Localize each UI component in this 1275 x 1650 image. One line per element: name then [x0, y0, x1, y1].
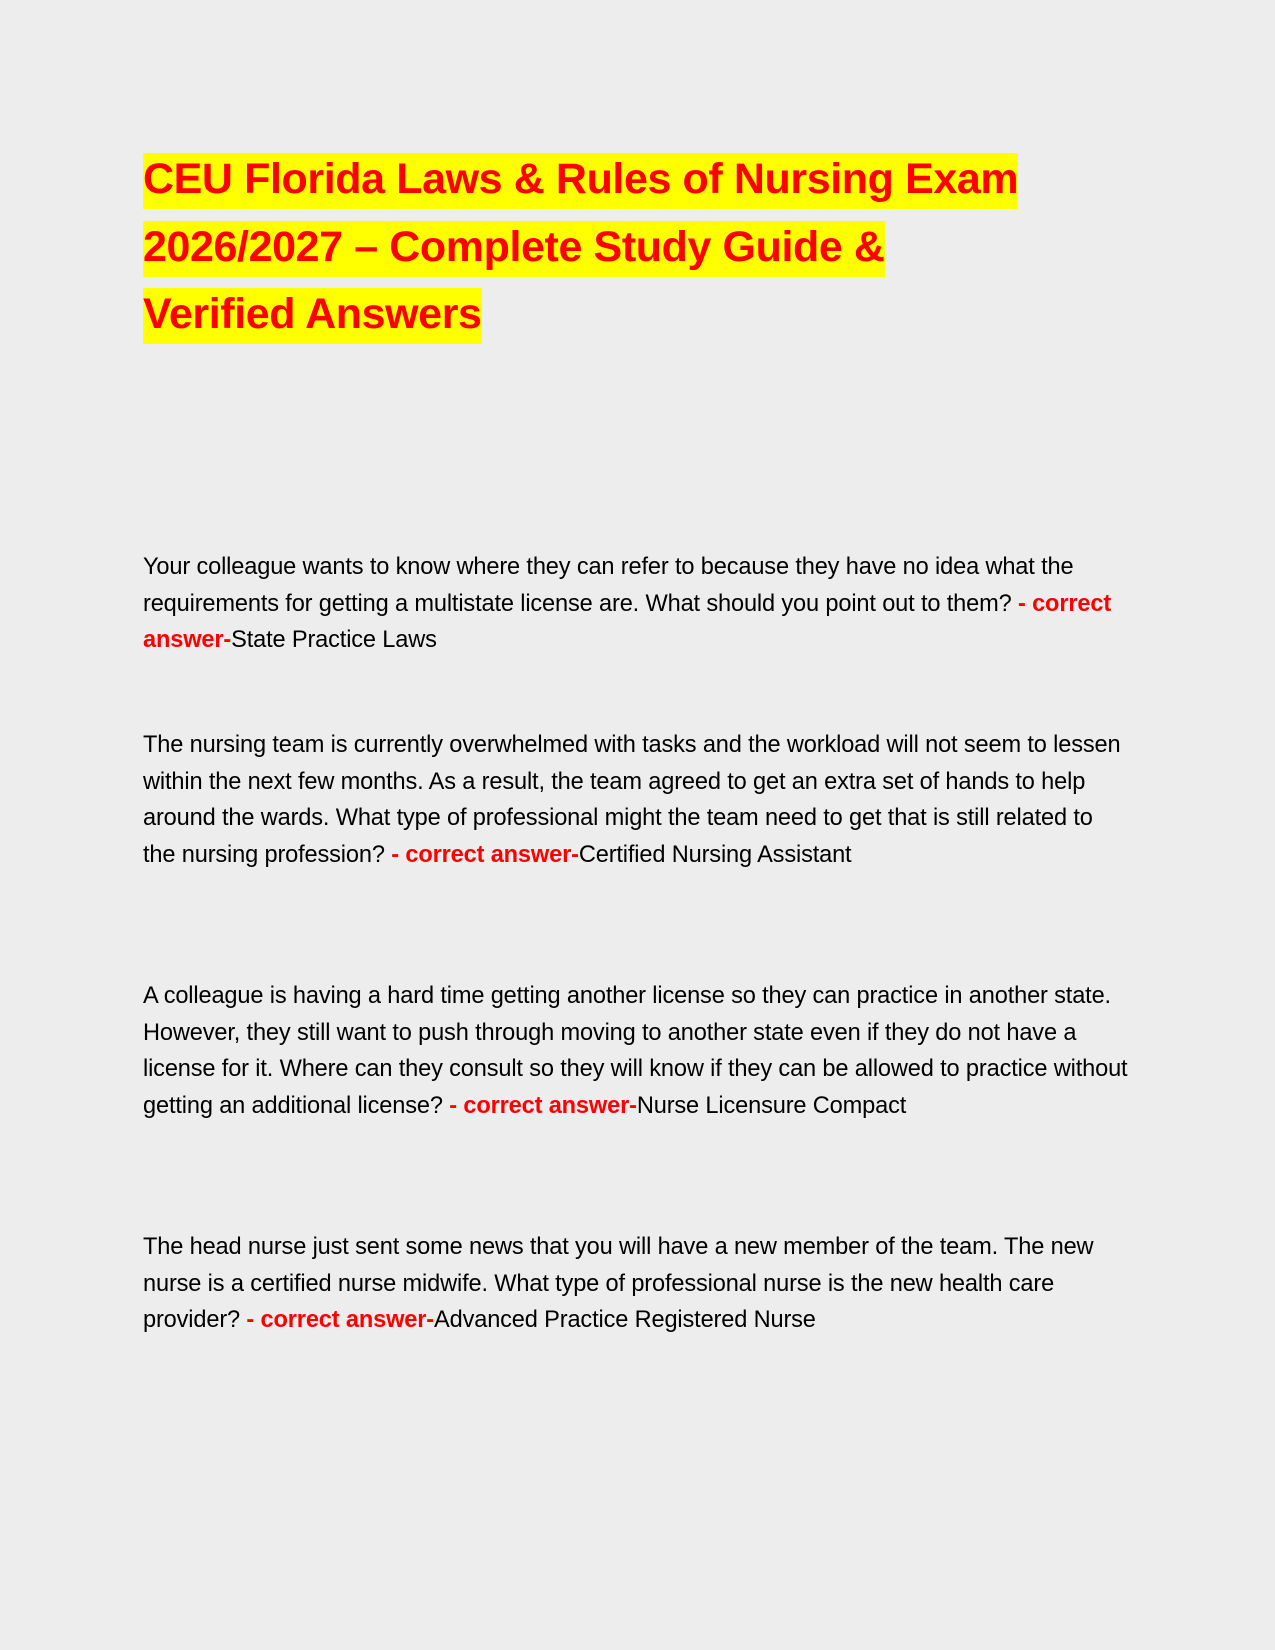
title-highlight: 2026/2027 – Complete Study Guide & — [143, 221, 885, 277]
question-text: The head nurse just sent some news that you will have a new member of the team. The new nurse is a certified nurse midwife. What type of professional nurse is the new health care provider? — [143, 1234, 1094, 1334]
answer-text: State Practice Laws — [231, 627, 437, 654]
title-highlight: Verified Answers — [143, 288, 482, 344]
answer-text: Nurse Licensure Compact — [636, 1092, 907, 1119]
qa-item — [143, 549, 1128, 659]
correct-answer-label: - correct answer- — [143, 590, 1112, 654]
question-text: Your colleague wants to know where they can refer to because they have no idea what the requirements for getting a multistate license are. What should you point out to them? — [143, 554, 1074, 617]
title-highlight: CEU Florida Laws & Rules of Nursing Exam — [143, 153, 1018, 209]
correct-answer-label: - correct answer- — [246, 1307, 435, 1334]
qa-item — [143, 727, 1128, 873]
correct-answer-label: - correct answer- — [391, 841, 579, 868]
document-title — [143, 146, 1133, 349]
title-line — [143, 281, 1133, 349]
correct-answer-label: - correct answer- — [449, 1092, 637, 1119]
qa-item — [143, 978, 1128, 1124]
question-text: A colleague is having a hard time getting another license so they can practice in another state. However, they still want to push through moving to another state even if they do not have a license for it. Where can they consult so they will know if they can be allowed to practice without getting an additional license? — [143, 983, 1128, 1119]
title-line — [143, 146, 1133, 214]
title-line — [143, 214, 1133, 282]
qa-item — [143, 1229, 1128, 1339]
answer-text: Advanced Practice Registered Nurse — [434, 1307, 816, 1334]
question-text: The nursing team is currently overwhelmed with tasks and the workload will not seem to lessen within the next few months. As a result, the team agreed to get an extra set of hands to help around the wards. What type of professional might the team need to get that is still related to the nursing profession? — [143, 732, 1121, 868]
answer-text: Certified Nursing Assistant — [578, 841, 852, 868]
